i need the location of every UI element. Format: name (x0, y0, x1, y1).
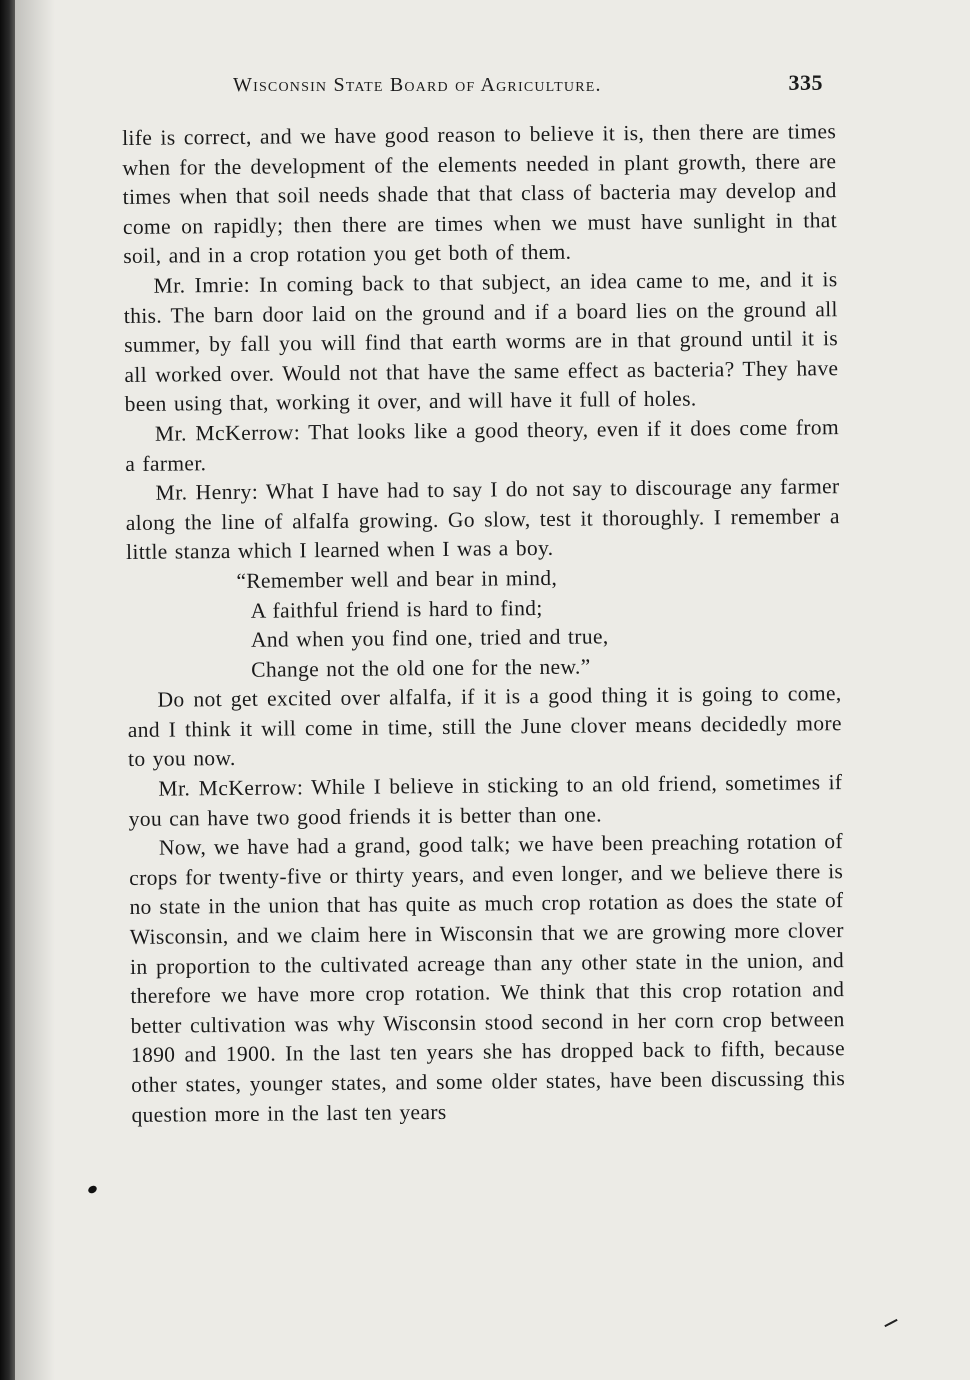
paragraph-text: In coming back to that subject, an idea came to me, and it is this. The barn door laid on the ground and if a board lies on the ground all summer, by fall you will find that earth worms are in that ground until it is all worked over. Would not that have the same effect as bacteria? They have been using that, working it over, and will have it full of holes. (123, 267, 839, 417)
stanza-line: “Remember well and bear in mind, (236, 565, 558, 593)
speaker-label: Mr. Henry: (155, 479, 259, 505)
page-header (233, 70, 823, 106)
running-title: Wisconsin State Board of Agriculture. (233, 74, 602, 96)
paragraph (128, 768, 843, 834)
ink-mark (87, 1184, 98, 1195)
paragraph (123, 265, 838, 420)
speaker-label: Mr. McKerrow: (154, 420, 301, 446)
paragraph (122, 117, 837, 272)
paragraph (129, 827, 846, 1130)
paragraph (125, 472, 840, 568)
speaker-label: Mr. McKerrow: (158, 775, 304, 801)
page-number: 335 (788, 70, 823, 95)
paragraph-text: What I have had to say I do not say to discourage any farmer along the line of alfalfa growing. Go slow, test it thoroughly. I remember a little stanza which I learned when I was a boy. (125, 474, 840, 565)
speaker-label: Mr. Imrie: (153, 272, 251, 298)
gutter-shadow (15, 0, 55, 1380)
paragraph (127, 679, 842, 775)
page-body (122, 117, 846, 1130)
stanza-line: And when you find one, tried and true, (250, 624, 609, 652)
paragraph-text: While I believe in sticking to an old friend, sometimes if you can have two good friends it is better than one. (128, 770, 843, 831)
stanza (126, 561, 841, 686)
paragraph-text: life is correct, and we have good reason to believe it is, then there are times when for the development of the elements needed in plant growth, there are times when that soil needs shade that that class of bacteria may develop and come on rapidly; then there are times when we must have sunlight in that soil, and in a crop rotation you get both of them. (122, 119, 838, 269)
stanza-line: A faithful friend is hard to find; (250, 595, 543, 623)
paragraph-text: Do not get excited over alfalfa, if it is a good thing it is going to come, and I think it will come in time, still the June clover means decidedly more to you now. (127, 681, 842, 772)
book-spine (0, 0, 15, 1380)
paragraph (125, 413, 840, 479)
paragraph-text: Now, we have had a grand, good talk; we have been preaching rotation of crops for twenty-five or thirty years, and even longer, and we believe there is no state in the union that has quite as much crop rotation as does the state of Wisconsin, and we claim here in Wisconsin that we are growing more clover in proportion to the cultivated acreage than any other state in the union, and therefore we have more crop rotation. We think that this crop rotation and better cultivation was why Wisconsin stood second in her corn crop between 1890 and 1900. In the last ten years she has dropped back to fifth, because other states, younger states, and some older states, have been discussing this question more in the last ten years (129, 829, 846, 1127)
pencil-mark (884, 1319, 897, 1327)
stanza-line: Change not the old one for the new.” (251, 654, 591, 682)
paragraph-text: That looks like a good theory, even if it does come from a farmer. (125, 415, 840, 476)
